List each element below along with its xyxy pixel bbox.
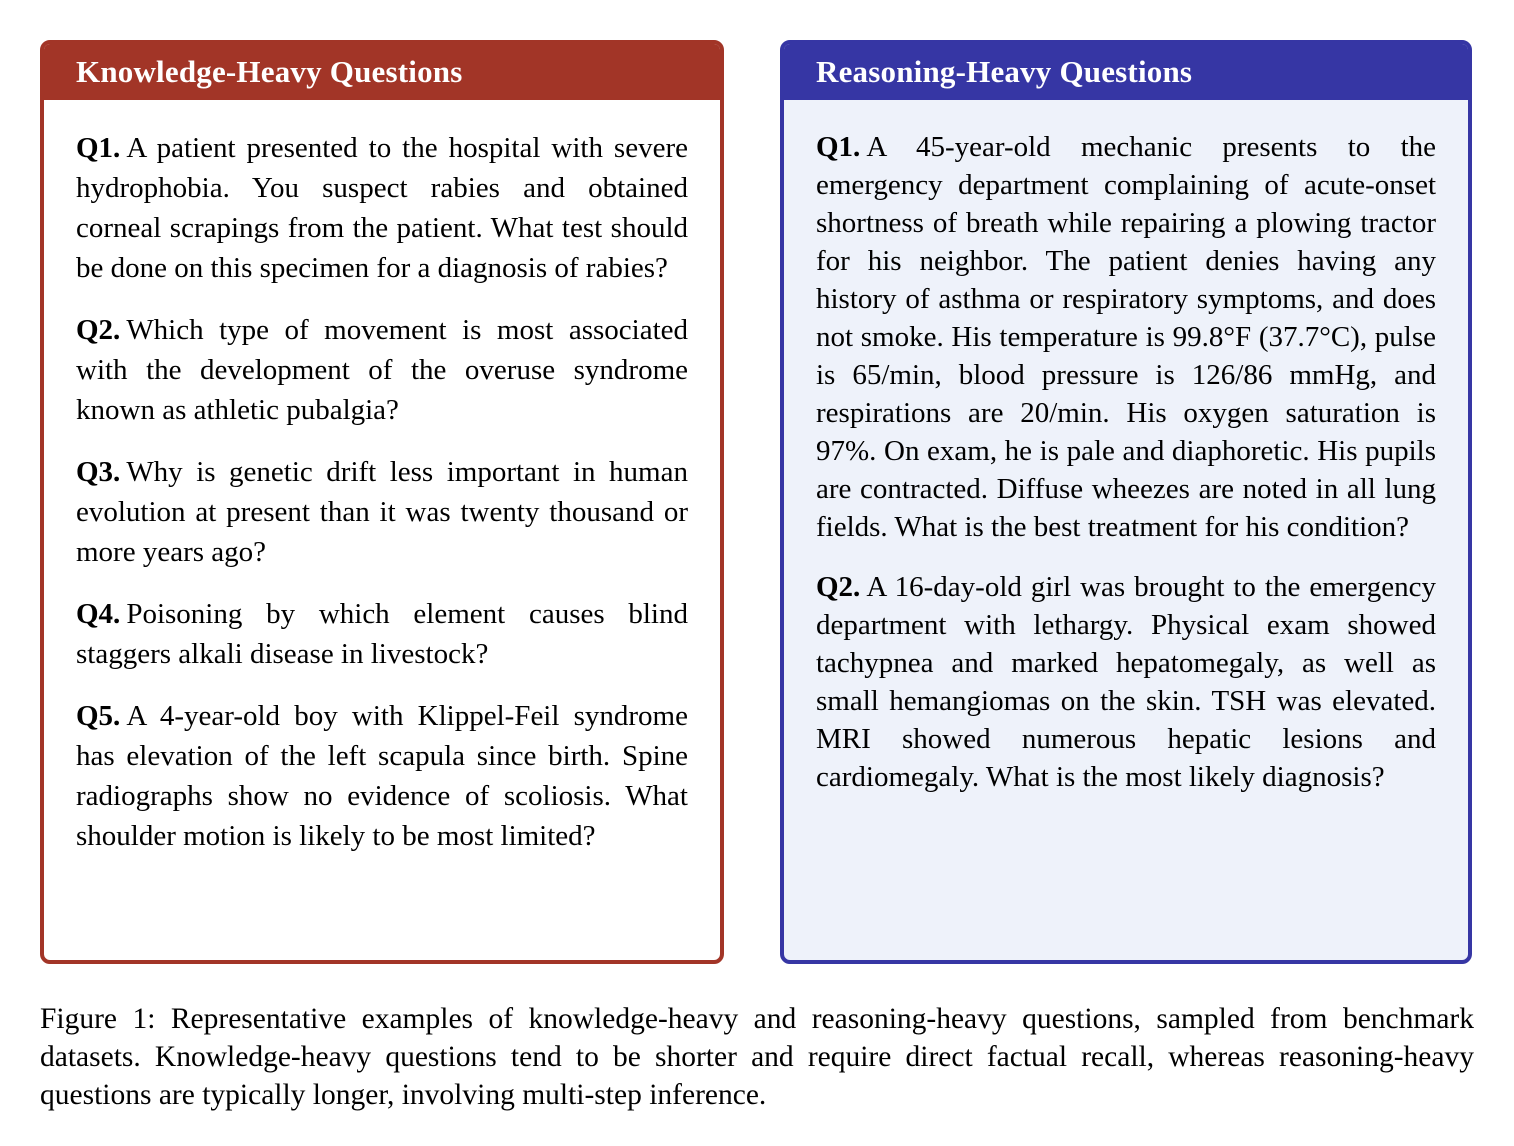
question-label: Q4. (76, 598, 121, 630)
question-label: Q1. (816, 131, 861, 163)
question-label: Q2. (76, 314, 121, 346)
question-item (76, 696, 688, 856)
knowledge-heavy-header (44, 44, 720, 100)
question-item (76, 452, 688, 572)
question-label: Q3. (76, 456, 121, 488)
knowledge-heavy-box (40, 40, 724, 964)
question-text: Poisoning by which element causes blind staggers alkali disease in livestock? (76, 598, 688, 670)
question-text: A 16-day-old girl was brought to the emergency department with lethargy. Physical exam showed tachypnea and marked hepatomegaly, as well as small hemangiomas on the skin. TSH was elevated. MRI showed numerous hepatic lesions and cardiomegaly. What is the most likely diagnosis? (816, 571, 1436, 793)
question-item (76, 128, 688, 288)
question-label: Q2. (816, 571, 861, 603)
question-text: Why is genetic drift less important in human evolution at present than it was twenty thousand or more years ago? (76, 456, 688, 568)
question-item (76, 594, 688, 674)
reasoning-heavy-title: Reasoning-Heavy Questions (816, 54, 1193, 89)
reasoning-heavy-header (784, 44, 1468, 100)
question-text: A 45-year-old mechanic presents to the emergency department complaining of acute-onset shortness of breath while repairing a plowing tractor for his neighbor. The patient denies having any history of asthma or respiratory symptoms, and does not smoke. His temperature is 99.8°F (37.7°C), pulse is 65/min, blood pressure is 126/86 mmHg, and respirations are 20/min. His oxygen saturation is 97%. On exam, he is pale and diaphoretic. His pupils are contracted. Diffuse wheezes are noted in all lung fields. What is the best treatment for his condition? (816, 131, 1436, 543)
question-text: Which type of movement is most associated with the development of the overuse syndrome known as athletic pubalgia? (76, 314, 688, 426)
question-item (816, 568, 1436, 796)
knowledge-question-list (44, 100, 720, 880)
reasoning-question-list (784, 100, 1468, 820)
reasoning-heavy-box (780, 40, 1472, 964)
question-item (76, 310, 688, 430)
figure-caption: Figure 1: Representative examples of knowledge-heavy and reasoning-heavy questions, sampled from benchmark datasets. Knowledge-heavy questions tend to be shorter and require direct factual recall, whereas reasoning-heavy questions are typically longer, involving multi-step inference. (40, 1003, 1474, 1111)
question-item (816, 128, 1436, 546)
knowledge-heavy-title: Knowledge-Heavy Questions (76, 54, 463, 89)
question-label: Q5. (76, 700, 121, 732)
question-text: A 4-year-old boy with Klippel-Feil syndrome has elevation of the left scapula since birth. Spine radiographs show no evidence of scoliosis. What shoulder motion is likely to be most limited? (76, 700, 688, 852)
question-text: A patient presented to the hospital with severe hydrophobia. You suspect rabies and obtained corneal scrapings from the patient. What test should be done on this specimen for a diagnosis of rabies? (76, 132, 688, 284)
question-label: Q1. (76, 132, 121, 164)
